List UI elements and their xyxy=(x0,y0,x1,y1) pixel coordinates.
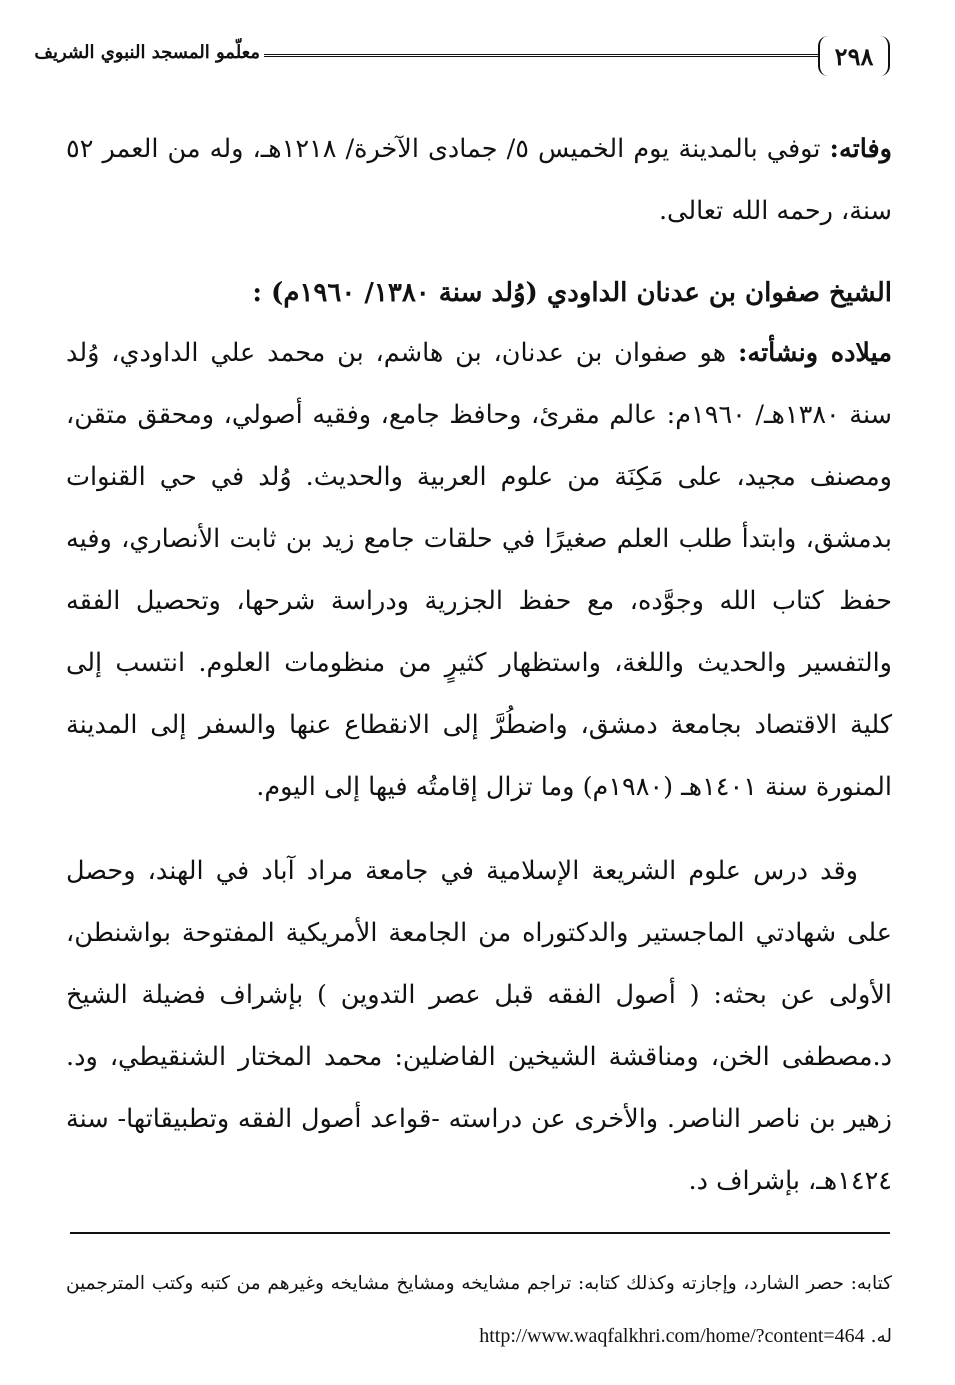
footnote-text: كتابه: حصر الشارد، وإجازته وكذلك كتابه: تراجم مشايخه ومشايخ مشايخه وغيرهم من كتبه وكتب المترجمين له. xyxy=(66,1273,892,1347)
page-header xyxy=(34,32,890,82)
study-text: وقد درس علوم الشريعة الإسلامية في جامعة مراد آباد في الهند، وحصل على شهادتي الماجستير والدكتوراه من الجامعة الأمريكية المفتوحة بواشنطن، الأولى عن بحثه: ( أصول الفقه قبل عصر التدوين ) بإشراف فضيلة الشيخ د.مصطفى الخن، ومناقشة الشيخين الفاضلين: محمد المختار الشنقيطي، ود. زهير بن ناصر الناصر. والأخرى عن دراسته -قواعد أصول الفقه وتطبيقاتها- سنة ١٤٢٤هـ، بإشراف د. xyxy=(66,856,892,1196)
death-text: توفي بالمدينة يوم الخميس ٥/ جمادى الآخرة/ ١٢١٨هـ، وله من العمر ٥٢ سنة، رحمه الله تعالى. xyxy=(66,134,892,226)
footnote xyxy=(66,1258,892,1363)
biography-heading: الشيخ صفوان بن عدنان الداودي (وُلد سنة ١٣٨٠/ ١٩٦٠م) : xyxy=(252,278,892,308)
footnote-rule xyxy=(70,1232,890,1234)
header-rule xyxy=(264,54,820,60)
running-title: معلّمو المسجد النبوي الشريف xyxy=(34,42,260,63)
death-label: وفاته: xyxy=(829,134,892,164)
footnote-url[interactable]: http://www.waqfalkhri.com/home/?content=464 xyxy=(479,1325,865,1347)
birth-text: هو صفوان بن عدنان، بن هاشم، بن محمد علي الداودي، وُلد سنة ١٣٨٠هـ/ ١٩٦٠م: عالم مقرئ، وحافظ جامع، وفقيه أصولي، ومحقق متقن، ومصنف مجيد، على مَكِنَة من علوم العربية والحديث. وُلد في حي القنوات بدمشق، وابتدأ طلب العلم صغيرًا في حلقات جامع زيد بن ثابت الأنصاري، وفيه حفظ كتاب الله وجوَّده، مع حفظ الجزرية ودراسة شرحها، وتحصيل الفقه والتفسير والحديث واللغة، واستظهار كثيرٍ من منظومات العلوم. انتسب إلى كلية الاقتصاد بجامعة دمشق، واضطُرَّ إلى الانقطاع عنها والسفر إلى المدينة المنورة سنة ١٤٠١هـ (١٩٨٠م) وما تزال إقامتُه فيها إلى اليوم. xyxy=(66,338,893,802)
page-number: ٢٩٨ xyxy=(818,36,890,76)
death-paragraph xyxy=(66,118,892,242)
study-paragraph xyxy=(66,840,892,1212)
birth-paragraph xyxy=(66,322,892,818)
birth-label: ميلاده ونشأته: xyxy=(737,338,892,368)
